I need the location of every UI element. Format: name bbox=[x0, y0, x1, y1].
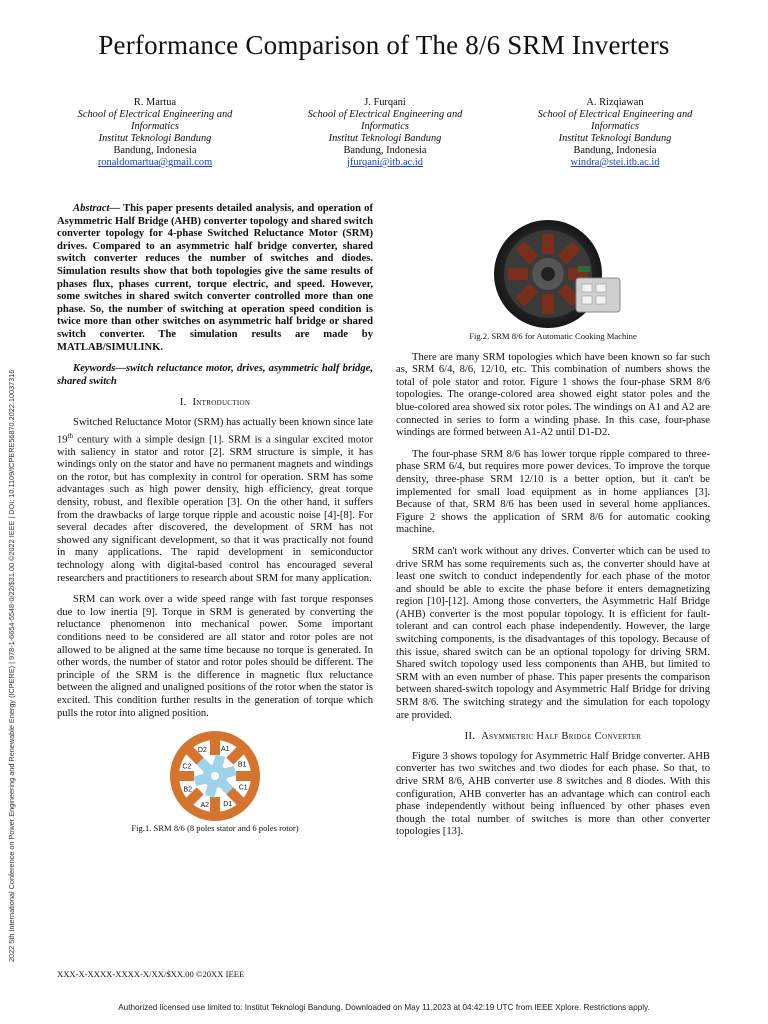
srm-cross-section-diagram bbox=[163, 730, 267, 822]
phase-label: A1 bbox=[220, 745, 230, 753]
author-3 bbox=[520, 97, 710, 169]
author-inst: Institut Teknologi Bandung bbox=[328, 133, 442, 144]
motor-photo bbox=[478, 218, 628, 330]
shaft bbox=[211, 772, 219, 780]
phase-label: D2 bbox=[197, 746, 207, 754]
author-city: Bandung, Indonesia bbox=[113, 145, 197, 156]
author-city: Bandung, Indonesia bbox=[573, 145, 657, 156]
author-dept: School of Electrical Engineering and Informatics bbox=[307, 109, 463, 132]
stator-pole bbox=[210, 797, 220, 813]
author-name: J. Furqani bbox=[364, 97, 406, 108]
author-dept: School of Electrical Engineering and Informatics bbox=[77, 109, 233, 132]
author-email-link[interactable]: ronaldomartua@gmail.com bbox=[97, 157, 213, 168]
author-name: R. Martua bbox=[133, 97, 177, 108]
figure-1-caption: Fig.1. SRM 8/6 (8 poles stator and 6 poles rotor) bbox=[131, 823, 299, 834]
section-2-paragraph: Figure 3 shows topology for Asymmetric Half Bridge converter. AHB converter has two switches and two diodes for each phase. So that, to drive SRM 8/6, AHB converter use 8 switches and 8 diodes. With this configuration, AHB converter has an advantage which can control each phase independently without being influenced by other phases even though the total number of switches is more than other converter topologies [13]. bbox=[396, 750, 710, 838]
winding-slot bbox=[508, 268, 528, 280]
body-paragraph-2: The four-phase SRM 8/6 has lower torque ripple compared to three-phase SRM 6/4, but requires more power devices. To improve the torque density, three-phase SRM 12/10 is a better option, but it can't be implemented for small load equipment as in home appliances [3]. Because of that, SRM 8/6 has been used in several home appliances. Figure 2 shows the application of SRM 8/6 for automatic cooking machine. bbox=[396, 448, 710, 536]
stator-pole bbox=[210, 739, 220, 755]
phase-label: C1 bbox=[238, 784, 248, 792]
author-email-link[interactable]: jfurqani@itb.ac.id bbox=[347, 157, 423, 168]
phase-label: D1 bbox=[223, 801, 233, 809]
figure-2-caption: Fig.2. SRM 8/6 for Automatic Cooking Machine bbox=[469, 331, 637, 341]
paper-title: Performance Comparison of The 8/6 SRM Inverters bbox=[98, 30, 670, 60]
body-paragraph-3: SRM can't work without any drives. Converter which can be used to drive SRM has some requirements such as, the converter should have at least one switch to conduct independently for each phase of the motor and should be able to excite the phase before it enters demagnetizing region [10]-[12]. Among those converters, the Asymmetric Half Bridge (AHB) converter is the most popular topology. It is efficient for fault-tolerant and can control each phase independently. However, the large switching components, is the disadvantages of this topology. Because of this issue, shared switch can be an optional topology for driving SRM. Shared switch topology used less components than AHB, but limited to SRM with an even number of phase. This paper presents the comparison between shared-switch topology and Asymmetric Half Bridge for driving SRM 8/6. The switching strategy and the simulation for each topology are provided. bbox=[396, 545, 710, 721]
body-paragraph-1: There are many SRM topologies which have been known so far such as, SRM 6/4, 8/6, 12/10, etc. This combination of numbers shows the total of pole stator and rotor. Figure 1 shows the four-phase SRM 8/6 topologies. The orange-colored area showed eight stator poles and the blue-colored area showed six rotor poles. The windings on A1 and A2 are connected in series to form a winding phase. In this case, four-phase windings are formed between A1-A2 until D1-D2. bbox=[396, 351, 710, 439]
conference-sidebar: 2022 5th International Conference on Power Engineering and Renewable Energy (ICPERE) | 978-1-6654-5548-0/22/$31.00 ©2022 IEEE | DOI: 10.1109/ICPERE56870.2022.10037316 bbox=[7, 369, 16, 962]
winding-slot bbox=[542, 294, 554, 314]
author-dept: School of Electrical Engineering and Informatics bbox=[537, 109, 693, 132]
author-inst: Institut Teknologi Bandung bbox=[98, 133, 212, 144]
left-column bbox=[57, 203, 373, 844]
stator-pole bbox=[178, 771, 194, 781]
phase-label: B1 bbox=[237, 761, 247, 769]
author-block bbox=[60, 97, 710, 169]
phase-label: C2 bbox=[182, 763, 192, 771]
author-2 bbox=[290, 97, 480, 169]
author-email-link[interactable]: windra@stei.itb.ac.id bbox=[570, 157, 660, 168]
author-inst: Institut Teknologi Bandung bbox=[558, 133, 672, 144]
author-name: A. Rizqiawan bbox=[586, 97, 644, 108]
license-notice: Authorized licensed use limited to: Institut Teknologi Bandung. Downloaded on May 11,2023 at 04:42:19 UTC from IEEE Xplore. Restrictions apply. bbox=[118, 1003, 650, 1012]
copyright-code: XXX-X-XXXX-XXXX-X/XX/$XX.00 ©20XX IEEE bbox=[57, 969, 245, 979]
abstract bbox=[57, 203, 373, 354]
abstract-label: Abstract— bbox=[73, 203, 121, 214]
phase-label: A2 bbox=[200, 802, 210, 810]
right-column bbox=[396, 220, 710, 848]
keywords: Keywords—switch reluctance motor, drives, asymmetric half bridge, shared switch bbox=[57, 363, 373, 387]
figure-1 bbox=[57, 730, 373, 835]
stator-pole bbox=[236, 771, 252, 781]
section-heading-introduction: I. Introduction bbox=[179, 397, 251, 409]
author-1 bbox=[60, 97, 250, 169]
winding-slot bbox=[542, 234, 554, 254]
author-city: Bandung, Indonesia bbox=[343, 145, 427, 156]
phase-label: B2 bbox=[183, 786, 193, 794]
abstract-text: This paper presents detailed analysis, and operation of Asymmetric Half Bridge (AHB) converter topology and shared switch converter topology for 4-phase Switched Reluctance Motor (SRM) drives. Compared to an asymmetric half bridge converter, shared switch converter reduces the number of switches and diodes. Simulation results show that both topologies give the same results of phases flux, phases current, torque electric, and speed. However, some switches in shared switch converter controlled more than one phase. So, the number of switching at operation speed condition is twice more than other switches on asymmetric half bridge or shared switch converter. The simulation results are made by MATLAB/SIMULINK. bbox=[57, 203, 373, 353]
section-heading-ahb: II. Asymmetric Half Bridge Converter bbox=[464, 731, 642, 743]
figure-2 bbox=[396, 218, 710, 343]
intro-paragraph-2: SRM can work over a wide speed range with fast torque responses due to low inertia [9]. Torque in SRM is generated by converting the reluctance phenomenon into mechanical power. Some important conditions need to be considered are all stator and rotor poles are not allowed to be aligned at the same time because no torque is generated. In other words, the number of stator and rotor poles should be different. The principle of the SRM is the difference in magnetic flux reluctance between the aligned and unaligned positions of the rotor when the stator is excited. This condition further results in the generation of torque which pulls the rotor into aligned position. bbox=[57, 594, 373, 719]
intro-paragraph-1: Switched Reluctance Motor (SRM) has actually been known since late 19th century with a simple design [1]. SRM is a singular excited motor with saliency in stator and rotor [2]. SRM structure is simple, it has windings only on the stator and have no permanent magnets and windings on the rotor, but has complexity in control for operation. SRM has some advantages such as high power density, high efficiency, great torque density, robust, and flexible operation [3]. On the other hand, it suffers from the drawbacks of large torque ripple and acoustic noise [4]-[8]. For several decades after discovered, the development of SRM has not showed any significant development, so that it was practically not found in many applications. The rapid development in semiconductor technology along with digital-based control has encouraged several researchers and practitioners to research about SRM for many application. bbox=[57, 416, 373, 584]
